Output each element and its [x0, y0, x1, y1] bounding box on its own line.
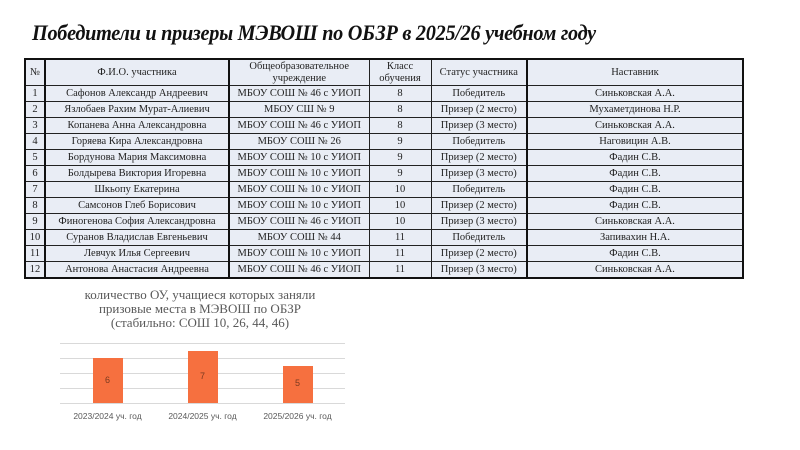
page-title: Победители и призеры МЭВОШ по ОБЗР в 2025/26 учебном году	[32, 20, 596, 45]
header-grade: Класс обучения	[369, 59, 431, 86]
cell-mentor: Запивахин Н.А.	[527, 230, 743, 246]
gridline	[60, 403, 345, 404]
cell-mentor: Синьковская А.А.	[527, 262, 743, 279]
table-row	[25, 182, 743, 198]
table-row	[25, 198, 743, 214]
cell-school: МБОУ СОШ № 46 с УИОП	[229, 86, 369, 102]
cell-num: 12	[25, 262, 45, 279]
cell-num: 11	[25, 246, 45, 262]
x-axis-label: 2024/2025 уч. год	[168, 411, 237, 421]
cell-mentor: Мухаметдинова Н.Р.	[527, 102, 743, 118]
cell-status: Победитель	[431, 134, 527, 150]
chart-bar	[283, 366, 313, 404]
chart-bar	[93, 358, 123, 403]
cell-status: Призер (2 место)	[431, 198, 527, 214]
cell-grade: 9	[369, 150, 431, 166]
header-school: Общеобразовательное учреждение	[229, 59, 369, 86]
cell-grade: 10	[369, 198, 431, 214]
cell-grade: 11	[369, 262, 431, 279]
cell-school: МБОУ СОШ № 10 с УИОП	[229, 150, 369, 166]
cell-name: Суранов Владислав Евгеньевич	[45, 230, 229, 246]
bar-value-label: 5	[294, 378, 300, 389]
cell-mentor: Наговицин А.В.	[527, 134, 743, 150]
gridline	[60, 343, 345, 344]
cell-school: МБОУ СОШ № 46 с УИОП	[229, 118, 369, 134]
cell-name: Бордунова Мария Максимовна	[45, 150, 229, 166]
cell-num: 5	[25, 150, 45, 166]
cell-status: Призер (3 место)	[431, 166, 527, 182]
cell-name: Самсонов Глеб Борисович	[45, 198, 229, 214]
chart-title-line: количество ОУ, учащиеся которых заняли	[84, 287, 316, 302]
cell-grade: 9	[369, 134, 431, 150]
cell-grade: 10	[369, 182, 431, 198]
bar-value-label: 6	[104, 374, 110, 385]
cell-num: 9	[25, 214, 45, 230]
cell-name: Горяева Кира Александровна	[45, 134, 229, 150]
cell-school: МБОУ СОШ № 10 с УИОП	[229, 166, 369, 182]
cell-grade: 11	[369, 230, 431, 246]
chart-plot-area	[60, 343, 345, 403]
table-header-row	[25, 59, 743, 86]
cell-school: МБОУ СОШ № 10 с УИОП	[229, 198, 369, 214]
cell-school: МБОУ СОШ № 10 с УИОП	[229, 182, 369, 198]
cell-grade: 10	[369, 214, 431, 230]
cell-status: Призер (2 место)	[431, 102, 527, 118]
cell-status: Победитель	[431, 182, 527, 198]
cell-mentor: Фадин С.В.	[527, 150, 743, 166]
cell-mentor: Синьковская А.А.	[527, 118, 743, 134]
table-row	[25, 102, 743, 118]
header-num: №	[25, 59, 45, 86]
chart-bar	[188, 351, 218, 404]
table-row	[25, 86, 743, 102]
table-row	[25, 214, 743, 230]
cell-grade: 8	[369, 102, 431, 118]
chart-title-line: призовые места в МЭВОШ по ОБЗР	[98, 301, 302, 316]
table-row	[25, 166, 743, 182]
x-axis-label: 2025/2026 уч. год	[263, 411, 332, 421]
cell-status: Призер (2 место)	[431, 150, 527, 166]
header-mentor: Наставник	[527, 59, 743, 86]
x-axis-label: 2023/2024 уч. год	[73, 411, 142, 421]
cell-grade: 11	[369, 246, 431, 262]
cell-mentor: Синьковская А.А.	[527, 214, 743, 230]
winners-table	[24, 58, 744, 279]
cell-mentor: Фадин С.В.	[527, 166, 743, 182]
cell-school: МБОУ СОШ № 46 с УИОП	[229, 214, 369, 230]
cell-school: МБОУ СОШ № 44	[229, 230, 369, 246]
cell-name: Левчук Илья Сергеевич	[45, 246, 229, 262]
cell-grade: 8	[369, 86, 431, 102]
cell-name: Болдырева Виктория Игоревна	[45, 166, 229, 182]
cell-num: 1	[25, 86, 45, 102]
cell-status: Призер (3 место)	[431, 118, 527, 134]
cell-mentor: Фадин С.В.	[527, 198, 743, 214]
cell-name: Сафонов Александр Андреевич	[45, 86, 229, 102]
cell-status: Призер (3 место)	[431, 262, 527, 279]
header-name: Ф.И.О. участника	[45, 59, 229, 86]
prize-schools-chart	[40, 288, 360, 433]
table-row	[25, 134, 743, 150]
cell-mentor: Синьковская А.А.	[527, 86, 743, 102]
cell-status: Победитель	[431, 86, 527, 102]
cell-num: 10	[25, 230, 45, 246]
header-status: Статус участника	[431, 59, 527, 86]
cell-mentor: Фадин С.В.	[527, 182, 743, 198]
cell-school: МБОУ СШ № 9	[229, 102, 369, 118]
cell-name: Шкьопу Екатерина	[45, 182, 229, 198]
cell-mentor: Фадин С.В.	[527, 246, 743, 262]
cell-num: 3	[25, 118, 45, 134]
cell-status: Призер (2 место)	[431, 246, 527, 262]
cell-num: 4	[25, 134, 45, 150]
cell-school: МБОУ СОШ № 10 с УИОП	[229, 246, 369, 262]
cell-school: МБОУ СОШ № 26	[229, 134, 369, 150]
table-row	[25, 150, 743, 166]
cell-name: Копанева Анна Александровна	[45, 118, 229, 134]
cell-num: 2	[25, 102, 45, 118]
table-row	[25, 230, 743, 246]
cell-name: Язлобаев Рахим Мурат-Алиевич	[45, 102, 229, 118]
cell-school: МБОУ СОШ № 46 с УИОП	[229, 262, 369, 279]
cell-name: Финогенова София Александровна	[45, 214, 229, 230]
cell-grade: 9	[369, 166, 431, 182]
chart-title	[40, 288, 360, 330]
cell-num: 7	[25, 182, 45, 198]
cell-name: Антонова Анастасия Андреевна	[45, 262, 229, 279]
table-row	[25, 118, 743, 134]
table-row	[25, 246, 743, 262]
chart-title-line: (стабильно: СОШ 10, 26, 44, 46)	[110, 315, 290, 330]
bar-value-label: 7	[199, 370, 205, 381]
cell-grade: 8	[369, 118, 431, 134]
table-row	[25, 262, 743, 279]
cell-num: 8	[25, 198, 45, 214]
cell-status: Победитель	[431, 230, 527, 246]
cell-num: 6	[25, 166, 45, 182]
cell-status: Призер (3 место)	[431, 214, 527, 230]
